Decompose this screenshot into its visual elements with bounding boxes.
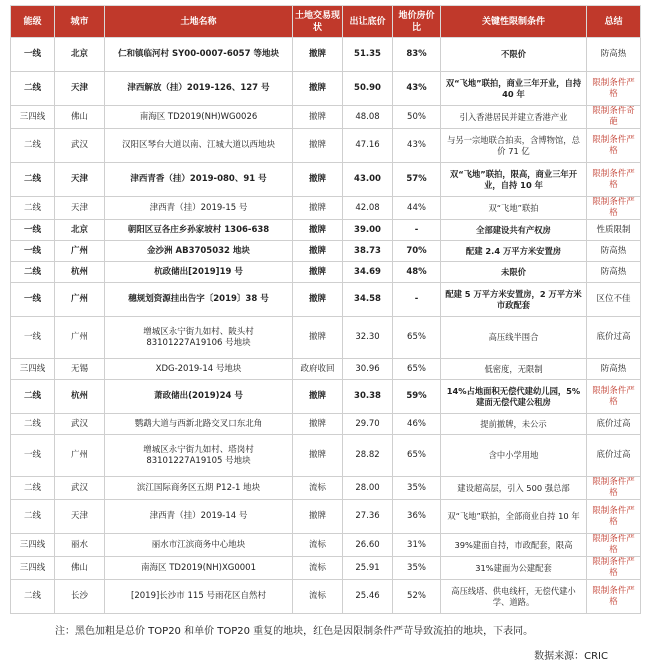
cell-summary: 防高热 xyxy=(587,241,641,262)
cell-tier: 一线 xyxy=(11,38,55,72)
cell-condition: 高压线半围合 xyxy=(441,317,587,359)
cell-summary: 限制条件严格 xyxy=(587,477,641,500)
table-row xyxy=(11,500,641,534)
cell-price: 25.91 xyxy=(343,557,393,580)
cell-land-name: 仁和镇临河村 SY00-0007-6057 等地块 xyxy=(105,38,293,72)
cell-summary: 限制条件严格 xyxy=(587,580,641,614)
cell-tier: 一线 xyxy=(11,317,55,359)
cell-price: 39.00 xyxy=(343,220,393,241)
cell-land-name: 津西解放（挂）2019-126、127 号 xyxy=(105,72,293,106)
data-source: 数据来源：CRIC xyxy=(534,651,608,662)
cell-tier: 三四线 xyxy=(11,557,55,580)
cell-ratio: 31% xyxy=(393,534,441,557)
cell-status: 流标 xyxy=(293,580,343,614)
cell-status: 流标 xyxy=(293,557,343,580)
cell-city: 佛山 xyxy=(55,106,105,129)
table-row xyxy=(11,557,641,580)
cell-summary: 限制条件严格 xyxy=(587,72,641,106)
cell-price: 27.36 xyxy=(343,500,393,534)
cell-condition: 39%建面自持，市政配套，限高 xyxy=(441,534,587,557)
cell-status: 撤牌 xyxy=(293,106,343,129)
cell-ratio: 83% xyxy=(393,38,441,72)
cell-land-name: 丽水市江滨商务中心地块 xyxy=(105,534,293,557)
cell-status: 撤牌 xyxy=(293,500,343,534)
cell-condition: 高压线塔、供电线杆，无偿代建小学、道路。 xyxy=(441,580,587,614)
cell-price: 38.73 xyxy=(343,241,393,262)
cell-tier: 二线 xyxy=(11,477,55,500)
cell-land-name: 朝阳区豆各庄乡孙家坡村 1306-638 xyxy=(105,220,293,241)
cell-condition: 低密度，无限制 xyxy=(441,359,587,380)
cell-status: 撤牌 xyxy=(293,435,343,477)
cell-tier: 三四线 xyxy=(11,106,55,129)
cell-tier: 二线 xyxy=(11,163,55,197)
cell-ratio: 59% xyxy=(393,380,441,414)
cell-land-name: 增城区永宁街九如村、塔岗村 83101227A19105 号地块 xyxy=(105,435,293,477)
cell-tier: 二线 xyxy=(11,129,55,163)
cell-city: 杭州 xyxy=(55,262,105,283)
header-ratio: 地价房价比 xyxy=(393,6,441,38)
cell-tier: 二线 xyxy=(11,72,55,106)
cell-summary: 限制条件严格 xyxy=(587,534,641,557)
cell-status: 撤牌 xyxy=(293,163,343,197)
cell-tier: 三四线 xyxy=(11,534,55,557)
cell-city: 广州 xyxy=(55,283,105,317)
cell-ratio: 50% xyxy=(393,106,441,129)
cell-tier: 二线 xyxy=(11,197,55,220)
cell-land-name: 杭政储出[2019]19 号 xyxy=(105,262,293,283)
cell-land-name: 南海区 TD2019(NH)WG0026 xyxy=(105,106,293,129)
cell-status: 撤牌 xyxy=(293,283,343,317)
cell-summary: 性质限制 xyxy=(587,220,641,241)
cell-status: 撤牌 xyxy=(293,241,343,262)
cell-land-name: 增城区永宁街九如村、陂头村 83101227A19106 号地块 xyxy=(105,317,293,359)
cell-ratio: 65% xyxy=(393,435,441,477)
cell-ratio: 57% xyxy=(393,163,441,197)
table-row xyxy=(11,262,641,283)
cell-price: 48.08 xyxy=(343,106,393,129)
cell-land-name: 南海区 TD2019(NH)XG0001 xyxy=(105,557,293,580)
cell-city: 广州 xyxy=(55,317,105,359)
cell-ratio: 44% xyxy=(393,197,441,220)
cell-price: 30.38 xyxy=(343,380,393,414)
cell-status: 撤牌 xyxy=(293,317,343,359)
land-table-container xyxy=(10,5,640,614)
cell-price: 43.00 xyxy=(343,163,393,197)
cell-land-name: 津西青香（挂）2019-080、91 号 xyxy=(105,163,293,197)
cell-summary: 限制条件严格 xyxy=(587,557,641,580)
cell-ratio: 52% xyxy=(393,580,441,614)
cell-city: 天津 xyxy=(55,197,105,220)
cell-city: 武汉 xyxy=(55,129,105,163)
cell-tier: 二线 xyxy=(11,500,55,534)
footer-note: 注：黑色加粗是总价 TOP20 和单价 TOP20 重复的地块，红色是因限制条件严苛导致流拍的地块，下表同。 xyxy=(55,626,534,637)
cell-price: 32.30 xyxy=(343,317,393,359)
cell-price: 42.08 xyxy=(343,197,393,220)
cell-status: 撤牌 xyxy=(293,72,343,106)
cell-condition: 双“飞地”联拍，限高，商业三年开业，自持 10 年 xyxy=(441,163,587,197)
land-table xyxy=(10,5,641,614)
header-price: 出让底价 xyxy=(343,6,393,38)
cell-condition: 与另一宗地联合拍卖，含博物馆，总价 71 亿 xyxy=(441,129,587,163)
cell-land-name: 鹦鹉大道与西新北路交叉口东北角 xyxy=(105,414,293,435)
cell-summary: 防高热 xyxy=(587,262,641,283)
cell-status: 撤牌 xyxy=(293,38,343,72)
cell-ratio: - xyxy=(393,220,441,241)
cell-land-name: 穗规划资源挂出告字〔2019〕38 号 xyxy=(105,283,293,317)
cell-tier: 一线 xyxy=(11,435,55,477)
cell-land-name: 津西青（挂）2019-14 号 xyxy=(105,500,293,534)
cell-city: 天津 xyxy=(55,72,105,106)
table-row xyxy=(11,38,641,72)
cell-ratio: 43% xyxy=(393,72,441,106)
cell-price: 34.69 xyxy=(343,262,393,283)
cell-ratio: 46% xyxy=(393,414,441,435)
cell-summary: 限制条件严格 xyxy=(587,500,641,534)
table-body xyxy=(11,38,641,614)
table-row xyxy=(11,580,641,614)
cell-tier: 二线 xyxy=(11,262,55,283)
cell-status: 政府收回 xyxy=(293,359,343,380)
cell-price: 51.35 xyxy=(343,38,393,72)
cell-tier: 一线 xyxy=(11,220,55,241)
table-row xyxy=(11,241,641,262)
cell-condition: 14%占地面积无偿代建幼儿园，5%建面无偿代建公租房 xyxy=(441,380,587,414)
cell-land-name: [2019]长沙市 115 号雨花区自然村 xyxy=(105,580,293,614)
cell-condition: 引入香港居民并建立香港产业 xyxy=(441,106,587,129)
cell-land-name: 汉阳区琴台大道以南、江城大道以西地块 xyxy=(105,129,293,163)
cell-land-name: 萧政储出(2019)24 号 xyxy=(105,380,293,414)
cell-ratio: 48% xyxy=(393,262,441,283)
cell-status: 撤牌 xyxy=(293,262,343,283)
cell-price: 50.90 xyxy=(343,72,393,106)
cell-summary: 限制条件严格 xyxy=(587,197,641,220)
cell-price: 30.96 xyxy=(343,359,393,380)
cell-price: 28.82 xyxy=(343,435,393,477)
header-status: 土地交易现状 xyxy=(293,6,343,38)
cell-city: 佛山 xyxy=(55,557,105,580)
cell-condition: 双“飞地”联拍，全部商业自持 10 年 xyxy=(441,500,587,534)
cell-summary: 限制条件奇葩 xyxy=(587,106,641,129)
cell-condition: 建设超高层，引入 500 强总部 xyxy=(441,477,587,500)
header-city: 城市 xyxy=(55,6,105,38)
cell-tier: 一线 xyxy=(11,241,55,262)
cell-city: 杭州 xyxy=(55,380,105,414)
cell-city: 武汉 xyxy=(55,477,105,500)
cell-price: 26.60 xyxy=(343,534,393,557)
cell-condition: 全部建设共有产权房 xyxy=(441,220,587,241)
table-row xyxy=(11,534,641,557)
cell-summary: 限制条件严格 xyxy=(587,163,641,197)
cell-price: 29.70 xyxy=(343,414,393,435)
cell-price: 25.46 xyxy=(343,580,393,614)
cell-ratio: 36% xyxy=(393,500,441,534)
cell-ratio: 35% xyxy=(393,557,441,580)
cell-tier: 二线 xyxy=(11,414,55,435)
cell-status: 撤牌 xyxy=(293,129,343,163)
cell-city: 长沙 xyxy=(55,580,105,614)
cell-ratio: 65% xyxy=(393,317,441,359)
cell-summary: 底价过高 xyxy=(587,435,641,477)
cell-land-name: XDG-2019-14 号地块 xyxy=(105,359,293,380)
cell-land-name: 津西青（挂）2019-15 号 xyxy=(105,197,293,220)
cell-tier: 二线 xyxy=(11,380,55,414)
cell-city: 北京 xyxy=(55,38,105,72)
table-row xyxy=(11,283,641,317)
cell-condition: 双“飞地”联拍，商业三年开业，自持 40 年 xyxy=(441,72,587,106)
cell-city: 广州 xyxy=(55,241,105,262)
cell-city: 广州 xyxy=(55,435,105,477)
cell-status: 撤牌 xyxy=(293,197,343,220)
cell-city: 无锡 xyxy=(55,359,105,380)
header-condition: 关键性限制条件 xyxy=(441,6,587,38)
cell-tier: 三四线 xyxy=(11,359,55,380)
cell-condition: 未限价 xyxy=(441,262,587,283)
cell-city: 天津 xyxy=(55,163,105,197)
table-row xyxy=(11,477,641,500)
cell-city: 武汉 xyxy=(55,414,105,435)
table-row xyxy=(11,414,641,435)
cell-status: 撤牌 xyxy=(293,414,343,435)
header-summary: 总结 xyxy=(587,6,641,38)
cell-ratio: 65% xyxy=(393,359,441,380)
cell-price: 47.16 xyxy=(343,129,393,163)
cell-condition: 含中小学用地 xyxy=(441,435,587,477)
cell-condition: 不限价 xyxy=(441,38,587,72)
cell-summary: 底价过高 xyxy=(587,414,641,435)
cell-status: 撤牌 xyxy=(293,380,343,414)
header-land-name: 土地名称 xyxy=(105,6,293,38)
cell-city: 丽水 xyxy=(55,534,105,557)
cell-status: 流标 xyxy=(293,477,343,500)
cell-land-name: 金沙洲 AB3705032 地块 xyxy=(105,241,293,262)
cell-tier: 二线 xyxy=(11,580,55,614)
table-row xyxy=(11,380,641,414)
table-row xyxy=(11,106,641,129)
cell-summary: 底价过高 xyxy=(587,317,641,359)
table-row xyxy=(11,317,641,359)
cell-ratio: 35% xyxy=(393,477,441,500)
cell-summary: 限制条件严格 xyxy=(587,129,641,163)
table-row xyxy=(11,163,641,197)
cell-summary: 区位不佳 xyxy=(587,283,641,317)
cell-condition: 31%建面为公建配套 xyxy=(441,557,587,580)
table-header-row xyxy=(11,6,641,38)
cell-condition: 双“飞地”联拍 xyxy=(441,197,587,220)
cell-condition: 配建 5 万平方米安置房，2 万平方米市政配套 xyxy=(441,283,587,317)
cell-condition: 提前撤牌，未公示 xyxy=(441,414,587,435)
cell-status: 流标 xyxy=(293,534,343,557)
table-row xyxy=(11,129,641,163)
cell-tier: 一线 xyxy=(11,283,55,317)
cell-summary: 防高热 xyxy=(587,38,641,72)
cell-ratio: 70% xyxy=(393,241,441,262)
table-row xyxy=(11,359,641,380)
cell-land-name: 滨江国际商务区五期 P12-1 地块 xyxy=(105,477,293,500)
cell-condition: 配建 2.4 万平方米安置房 xyxy=(441,241,587,262)
cell-price: 34.58 xyxy=(343,283,393,317)
cell-ratio: - xyxy=(393,283,441,317)
table-row xyxy=(11,72,641,106)
cell-city: 北京 xyxy=(55,220,105,241)
table-row xyxy=(11,435,641,477)
table-row xyxy=(11,220,641,241)
cell-summary: 防高热 xyxy=(587,359,641,380)
header-tier: 能级 xyxy=(11,6,55,38)
table-row xyxy=(11,197,641,220)
cell-city: 天津 xyxy=(55,500,105,534)
cell-ratio: 43% xyxy=(393,129,441,163)
cell-summary: 限制条件严格 xyxy=(587,380,641,414)
cell-status: 撤牌 xyxy=(293,220,343,241)
cell-price: 28.00 xyxy=(343,477,393,500)
